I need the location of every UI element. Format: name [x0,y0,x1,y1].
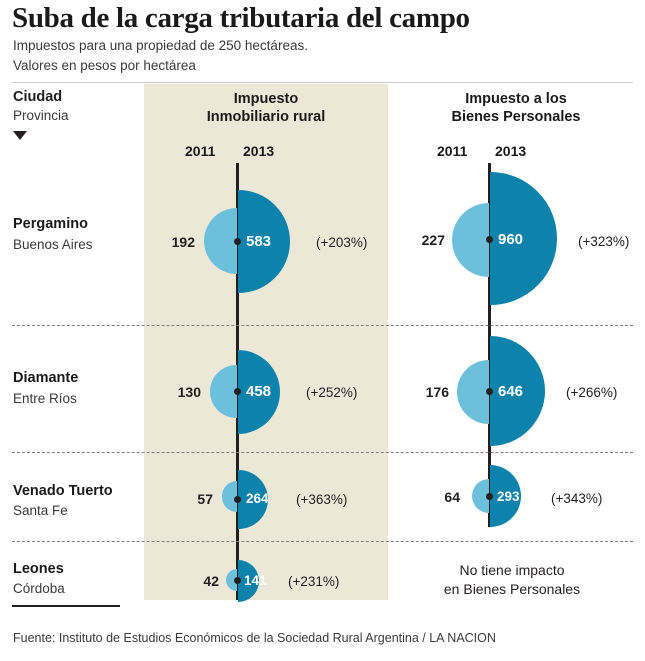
legend-ciudad: Ciudad [13,89,63,105]
no-impact-note-leones [392,561,632,599]
year-label-2011-col1: 2011 [185,143,216,159]
axis-dot-venado-inmobiliario [234,496,241,503]
value-old-venado-bienes: 64 [444,489,460,505]
variation-leones-inmobiliario: (+231%) [288,574,340,589]
value-old-leones-inmobiliario: 42 [203,573,219,589]
value-new-pergamino-bienes: 960 [498,231,524,248]
value-old-pergamino-bienes: 227 [421,232,445,248]
value-new-diamante-inmobiliario: 458 [246,383,272,400]
source-credit: Fuente: Instituto de Estudios Económicos de la Sociedad Rural Argentina / LA NACION [13,631,496,645]
row-province-leones: Córdoba [13,581,65,596]
row-separator-3 [12,541,633,542]
subtitle-line-1: Impuestos para una propiedad de 250 hectáreas. [13,38,308,53]
variation-pergamino-inmobiliario: (+203%) [316,235,368,250]
value-new-diamante-bienes: 646 [498,383,524,400]
column-header-bienes-line1: Impuesto a los [465,91,567,107]
row-province-pergamino: Buenos Aires [13,237,93,252]
row-city-pergamino: Pergamino [13,216,88,232]
variation-diamante-inmobiliario: (+252%) [306,385,358,400]
half-circle-old-pergamino-bienes [452,203,489,277]
no-impact-note-line2: en Bienes Personales [443,581,581,597]
row-province-diamante: Entre Ríos [13,391,77,406]
axis-dot-venado-bienes [486,493,493,500]
column-header-inmobiliario [150,90,382,126]
value-old-diamante-bienes: 176 [425,384,449,400]
axis-dot-diamante-inmobiliario [234,388,241,395]
value-new-venado-inmobiliario: 264 [246,491,269,506]
value-old-diamante-inmobiliario: 130 [177,384,201,400]
legend-provincia: Provincia [13,108,69,123]
variation-venado-bienes: (+343%) [551,491,603,506]
bottom-rule [12,605,120,607]
variation-pergamino-bienes: (+323%) [578,234,630,249]
year-label-2013-col1: 2013 [243,143,275,159]
column-1-background [144,84,388,600]
half-circle-old-diamante-bienes [457,360,489,424]
value-old-pergamino-inmobiliario: 192 [171,234,195,250]
row-province-venado-tuerto: Santa Fe [13,503,68,518]
year-label-2011-col2: 2011 [437,143,468,159]
axis-dot-pergamino-inmobiliario [234,238,241,245]
row-separator-1 [12,325,633,326]
variation-diamante-bienes: (+266%) [566,385,618,400]
value-old-venado-inmobiliario: 57 [197,491,213,507]
header-divider [12,82,633,83]
no-impact-note-line1: No tiene impacto [459,562,565,578]
page-title: Suba de la carga tributaria del campo [12,2,470,34]
column-header-bienes [400,90,632,126]
axis-dot-pergamino-bienes [486,236,493,243]
variation-venado-inmobiliario: (+363%) [296,492,348,507]
column-header-bienes-line2: Bienes Personales [451,109,581,125]
column-header-inmobiliario-line1: Impuesto [233,91,299,107]
value-new-leones-inmobiliario: 141 [244,573,267,588]
subtitle-line-2: Valores en pesos por hectárea [13,58,196,73]
value-new-venado-bienes: 293 [497,489,520,504]
row-city-leones: Leones [13,561,64,577]
column-header-inmobiliario-line2: Inmobiliario rural [206,109,326,125]
value-new-pergamino-inmobiliario: 583 [246,233,272,250]
row-separator-2 [12,452,633,453]
row-city-venado-tuerto: Venado Tuerto [13,483,113,499]
axis-dot-diamante-bienes [486,388,493,395]
triangle-down-icon [13,131,27,140]
year-label-2013-col2: 2013 [495,143,527,159]
row-city-diamante: Diamante [13,370,79,386]
axis-dot-leones-inmobiliario [234,577,241,584]
